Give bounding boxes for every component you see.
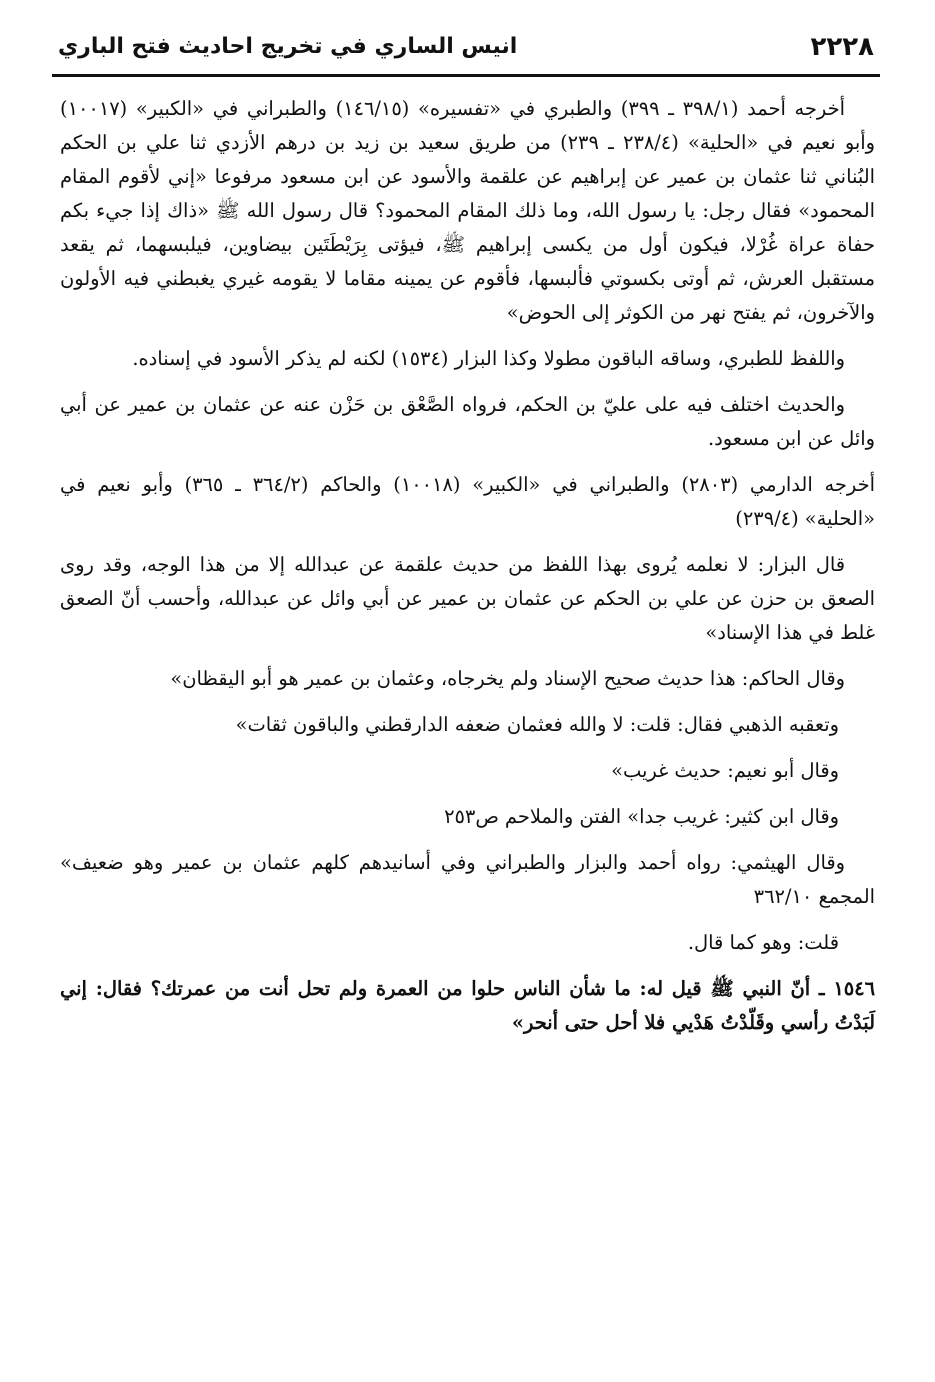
paragraph-tabari-wording: واللفظ للطبري، وساقه الباقون مطولا وكذا البزار (١٥٣٤) لكنه لم يذكر الأسود في إسناده.	[132, 347, 845, 370]
running-title: انيس الساري في تخريج احاديث فتح الباري	[58, 34, 518, 59]
hadith-1546: ١٥٤٦ ـ أنّ النبي ﷺ قيل له: ما شأن الناس حلوا من العمرة ولم تحل أنت من عمرتك؟ فقال: إني لَبَدْتُ رأسي وقَلّدْتُ هَدْيي فلا أحل حتى أنحر»	[60, 977, 875, 1034]
page-header	[52, 30, 880, 77]
paragraph-takhrij-darimi: أخرجه الدارمي (٢٨٠٣) والطبراني في «الكبير» (١٠٠١٨) والحاكم (٣٦٤/٢ ـ ٣٦٥) وأبو نعيم في «الحلية» (٢٣٩/٤)	[60, 473, 875, 530]
page-body	[60, 92, 875, 1362]
paragraph-haythami-comment: وقال الهيثمي: رواه أحمد والبزار والطبراني وفي أسانيدهم كلهم عثمان بن عمير وهو ضعيف» المجمع ٣٦٢/١٠	[60, 851, 875, 908]
paragraph-ibn-kathir-comment: وقال ابن كثير: غريب جدا» الفتن والملاحم ص٢٥٣	[444, 805, 839, 828]
paragraph-dhahabi-comment: وتعقبه الذهبي فقال: قلت: لا والله فعثمان ضعفه الدارقطني والباقون ثقات»	[235, 713, 839, 736]
paragraph-author-note: قلت: وهو كما قال.	[687, 931, 839, 954]
paragraph-ikhtilaf: والحديث اختلف فيه على عليّ بن الحكم، فرواه الصَّعْق بن حَزْن عنه عن عثمان بن عمير عن أبي وائل عن ابن مسعود.	[60, 393, 875, 450]
page-number: ٢٢٢٨	[810, 32, 874, 62]
paragraph-abu-nuaym-comment: وقال أبو نعيم: حديث غريب»	[611, 759, 839, 782]
paragraph-hakim-comment: وقال الحاكم: هذا حديث صحيح الإسناد ولم يخرجاه، وعثمان بن عمير هو أبو اليقظان»	[170, 667, 845, 690]
paragraph-takhrij-ahmad: أخرجه أحمد (٣٩٨/١ ـ ٣٩٩) والطبري في «تفسيره» (١٤٦/١٥) والطبراني في «الكبير» (١٠٠١٧) وأبو نعيم في «الحلية» (٢٣٨/٤ ـ ٢٣٩) من طريق سعيد بن زيد بن درهم الأزدي ثنا علي بن الحكم البُناني ثنا عثمان بن عمير عن إبراهيم عن علقمة والأسود عن ابن مسعود مرفوعا «إني لأقوم المقام المحمود» فقال رجل: يا رسول الله، وما ذلك المقام المحمود؟ قال رسول الله ﷺ «ذاك إذا جيء بكم حفاة عراة غُرْلا، فيكون أول من يكسى إبراهيم ﷺ، فيؤتى بِرَيْطَتَين بيضاوين، فيلبسهما، ثم يقعد مستقبل العرش، ثم أوتى بكسوتي فألبسها، فأقوم عن يمينه مقاما لا يقومه غيري يغبطني فيه الأولون والآخرون، ثم يفتح نهر من الكوثر إلى الحوض»	[60, 97, 876, 324]
paragraph-bazzar-comment: قال البزار: لا نعلمه يُروى بهذا اللفظ من حديث علقمة عن عبدالله إلا من هذا الوجه، وقد روى الصعق بن حزن عن علي بن الحكم عن عثمان بن عمير عن أبي وائل عن عبدالله، وأحسب أنّ الصعق غلط في هذا الإسناد»	[60, 553, 875, 644]
